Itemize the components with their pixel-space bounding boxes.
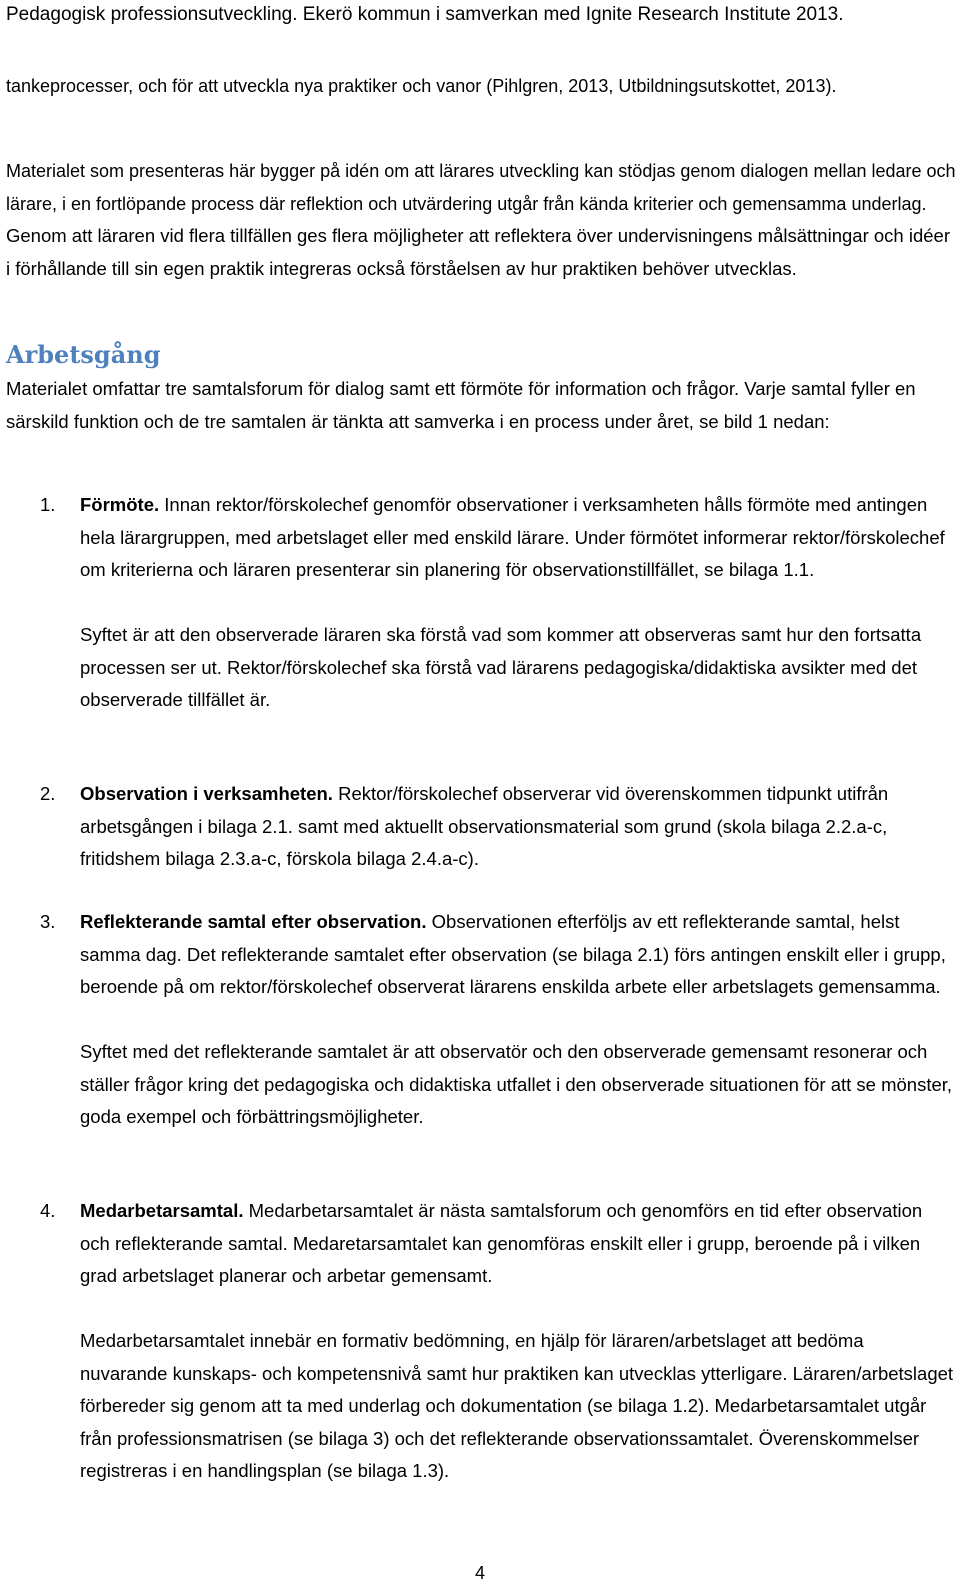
list-item-extra: Syftet med det reflekterande samtalet är att observatör och den observerade gemensamt resonerar och ställer frågor kring det pedagogiska och didaktiska utfallet i den observerade situationen för att se mönster, goda exempel och förbättringsmöjligheter. (80, 1041, 953, 1127)
page-number: 4 (474, 1563, 485, 1583)
list-item (40, 1195, 956, 1488)
list-item (40, 906, 956, 1134)
list-item-title: Förmöte. (80, 494, 160, 515)
list-item-body (80, 906, 956, 1004)
list-item-number: 2. (40, 783, 56, 804)
intro-continuation: tankeprocesser, och för att utveckla nya praktiker och vanor (Pihlgren, 2013, Utbildningsutskottet, 2013). (6, 76, 837, 96)
list-item (40, 778, 956, 876)
section-heading: Arbetsgång (6, 340, 161, 369)
list-item-body (80, 778, 956, 876)
list-item-body (80, 1195, 956, 1293)
list-item-number: 1. (40, 494, 56, 515)
list-item-text: Medarbetarsamtalet är nästa samtalsforum och genomförs en tid efter observation och reflekterande samtal. Medaretarsamtalet kan genomföras enskilt eller i grupp, beroende på i vilken grad arbetslaget planerar och arbetar gemensamt. (80, 1200, 923, 1286)
list-item-number: 4. (40, 1200, 56, 1221)
intro-paragraph-rest: Genom att läraren vid flera tillfällen ges flera möjligheter att reflektera över undervisningens målsättningar och idéer i förhållande till sin egen praktik integreras också förståelsen av hur praktiken behöver utvecklas. (6, 225, 950, 279)
list-item-extra: Syftet är att den observerade läraren ska förstå vad som kommer att observeras samt hur den fortsatta processen ser ut. Rektor/förskolechef ska förstå vad lärarens pedagogiska/didaktiska avsikter med det observerade tillfället är. (80, 624, 922, 710)
list-item-title: Medarbetarsamtal. (80, 1200, 244, 1221)
list-item-extra: Medarbetarsamtalet innebär en formativ bedömning, en hjälp för läraren/arbetslaget att bedöma nuvarande kunskaps- och kompetensnivå samt hur praktiken kan utvecklas ytterligare. Läraren/arbetslaget förbereder sig genom att ta med underlag och dokumentation (se bilaga 1.2). Medarbetarsamtalet utgår från professionsmatrisen (se bilaga 3) och det reflekterande observationssamtalet. Överenskommelser registreras i en handlingsplan (se bilaga 1.3). (80, 1330, 954, 1481)
intro-paragraph-lead: Materialet som presenteras här bygger på idén om att lärares utveckling kan stödjas genom dialogen mellan ledare och lärare, i en fortlöpande process där reflektion och utvärdering utgår från kända kriterier och gemensamma underlag. (6, 161, 956, 214)
list-item-text: Observationen efterföljs av ett reflekterande samtal, helst samma dag. Det reflekterande samtalet efter observation (se bilaga 2.1) förs antingen enskilt eller i grupp, beroende på om rektor/förskolechef observerat lärarens enskilda arbete eller arbetslagets gemensamma. (80, 911, 946, 997)
intro-paragraph (6, 155, 956, 285)
list-item-title: Reflekterande samtal efter observation. (80, 911, 427, 932)
list-item-title: Observation i verksamheten. (80, 783, 333, 804)
page-header: Pedagogisk professionsutveckling. Ekerö kommun i samverkan med Ignite Research Institute 2013. (6, 4, 844, 25)
section-intro: Materialet omfattar tre samtalsforum för dialog samt ett förmöte för information och frågor. Varje samtal fyller en särskild funktion och de tre samtalen är tänkta att samverka i en process under året, se bild 1 nedan: (6, 378, 916, 432)
list-item-number: 3. (40, 911, 56, 932)
list-item-text: Rektor/förskolechef observerar vid överenskommen tidpunkt utifrån arbetsgången i bilaga 2.1. samt med aktuellt observationsmaterial som grund (skola bilaga 2.2.a-c, fritidshem bilaga 2.3.a-c, förskola bilaga 2.4.a-c). (80, 783, 889, 869)
list-item-text: Innan rektor/förskolechef genomför observationer i verksamheten hålls förmöte med antingen hela lärargruppen, med arbetslaget eller med enskild lärare. Under förmötet informerar rektor/förskolechef om kriterierna och läraren presenterar sin planering för observationstillfället, se bilaga 1.1. (80, 494, 945, 580)
list-item-body (80, 489, 956, 587)
list-item (40, 489, 956, 717)
